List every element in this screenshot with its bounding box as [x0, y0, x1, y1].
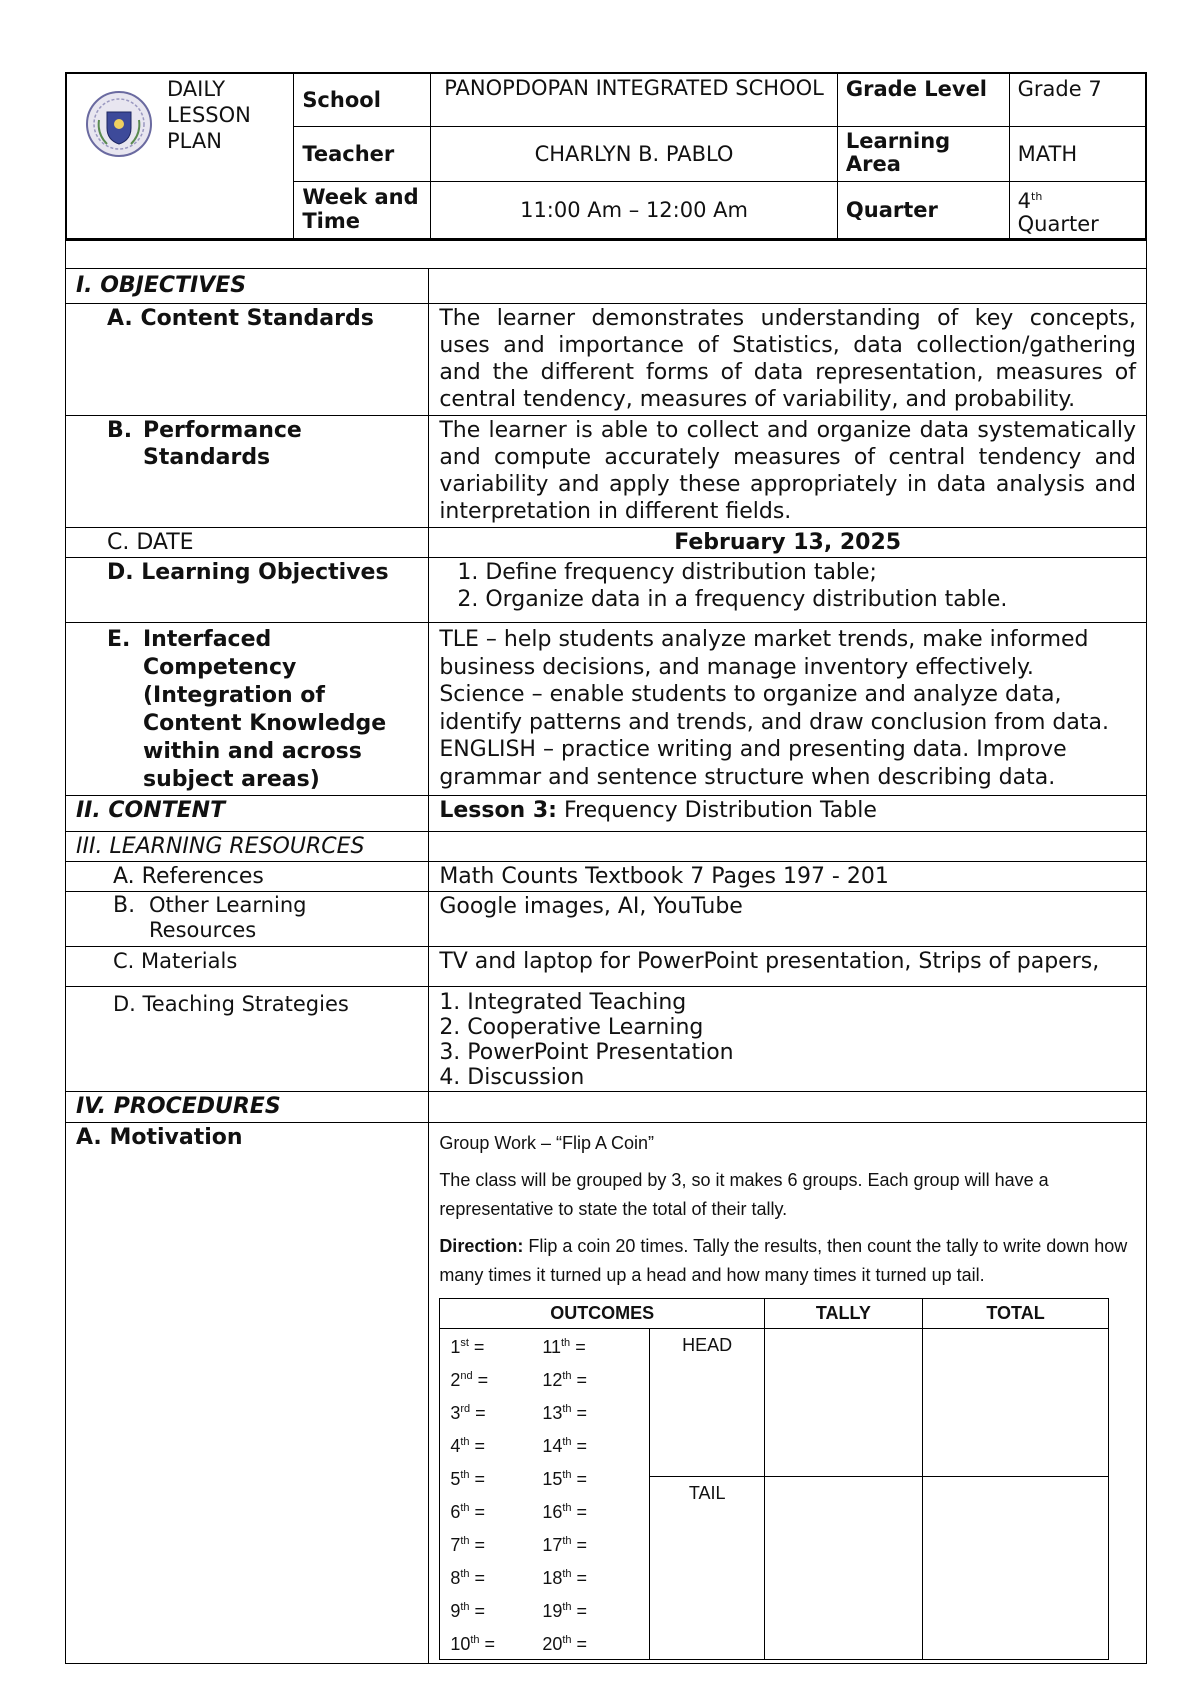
- doc-title-line: PLAN: [167, 129, 222, 153]
- other-resources-value: Google images, AI, YouTube: [429, 892, 1147, 947]
- ordinal-row: [450, 1626, 639, 1659]
- ordinal-left: 1st =: [450, 1337, 485, 1357]
- ordinal-row: [450, 1395, 639, 1428]
- ordinal-row: [450, 1593, 639, 1626]
- outcomes-table: [439, 1298, 1109, 1660]
- ordinal-right: 12th =: [542, 1370, 588, 1390]
- ordinal-row: [450, 1329, 639, 1362]
- doc-title-line: DAILY: [167, 77, 226, 101]
- head-label: HEAD: [650, 1329, 765, 1477]
- tail-tally-cell: [765, 1476, 923, 1659]
- ordinal-left: 3rd =: [450, 1403, 486, 1423]
- week-label: Week and Time: [294, 181, 431, 240]
- objectives-heading: I. OBJECTIVES: [66, 269, 429, 304]
- teacher-label: Teacher: [294, 126, 431, 181]
- performance-label-text: Performance Standards: [143, 418, 302, 470]
- tail-label: TAIL: [650, 1476, 765, 1659]
- ordinal-right: 19th =: [542, 1601, 588, 1621]
- head-tally-cell: [765, 1329, 923, 1477]
- interfaced-label-text: Interfaced Competency (Integration of Content Knowledge within and across subject areas): [143, 627, 387, 792]
- tail-total-cell: [922, 1476, 1109, 1659]
- materials-label: C. Materials: [66, 947, 429, 987]
- teacher-value: CHARLYN B. PABLO: [431, 126, 838, 181]
- ordinal-left: 2nd =: [450, 1370, 489, 1390]
- quarter-sup: th: [1031, 189, 1043, 203]
- content-standards-label: A. Content Standards: [66, 304, 429, 416]
- strategy-item: 3. PowerPoint Presentation: [439, 1040, 734, 1065]
- content-heading: II. CONTENT: [66, 796, 429, 832]
- ordinal-right: 20th =: [542, 1634, 588, 1654]
- school-label: School: [294, 73, 431, 126]
- ordinal-left: 9th =: [450, 1601, 486, 1621]
- deped-seal-icon: [85, 90, 153, 158]
- group-work-text: The class will be grouped by 3, so it makes 6 groups. Each group will have a representative to state the total of their tally.: [439, 1170, 1049, 1219]
- interfaced-line-tle: TLE – help students analyze market trends, make informed business decisions, and manage inventory effectively.: [439, 627, 1089, 680]
- ordinal-right: 15th =: [542, 1469, 588, 1489]
- tally-header: TALLY: [765, 1299, 923, 1329]
- ordinal-list: [440, 1329, 650, 1660]
- interfaced-competency-label: [66, 623, 429, 796]
- date-label: C. DATE: [66, 528, 429, 558]
- direction-text: [439, 1232, 1136, 1290]
- ordinal-row: [450, 1428, 639, 1461]
- doc-title: [167, 76, 285, 154]
- references-label: A. References: [66, 862, 429, 892]
- ordinal-left: 5th =: [450, 1469, 486, 1489]
- ordinal-left: 8th =: [450, 1568, 486, 1588]
- ordinal-left: 10th =: [450, 1634, 496, 1654]
- references-value: Math Counts Textbook 7 Pages 197 - 201: [429, 862, 1147, 892]
- spacer-row: [66, 239, 1147, 269]
- strategies-list: [429, 987, 1147, 1092]
- ordinal-right: 13th =: [542, 1403, 588, 1423]
- ordinal-row: [450, 1494, 639, 1527]
- direction-body: Flip a coin 20 times. Tally the results, then count the tally to write down how many times it turned up a head and how many times it turned up tail.: [439, 1236, 1128, 1285]
- header-table: [65, 72, 1147, 241]
- grade-value: Grade 7: [1009, 73, 1146, 126]
- learning-objectives-list: [429, 558, 1147, 623]
- doc-title-line: LESSON: [167, 103, 251, 127]
- ordinal-left: 4th =: [450, 1436, 486, 1456]
- procedures-heading: IV. PROCEDURES: [66, 1092, 429, 1123]
- ordinal-left: 6th =: [450, 1502, 486, 1522]
- strategy-item: 4. Discussion: [439, 1065, 585, 1090]
- outcomes-header: OUTCOMES: [440, 1299, 765, 1329]
- date-value: February 13, 2025: [429, 528, 1147, 558]
- resources-empty: [429, 832, 1147, 862]
- interfaced-line-science: Science – enable students to organize and analyze data, identify patterns and trends, and draw conclusion from data.: [439, 682, 1109, 735]
- grade-label: Grade Level: [837, 73, 1009, 126]
- ordinal-row: [450, 1362, 639, 1395]
- other-letter: B.: [113, 893, 136, 918]
- strategies-label: D. Teaching Strategies: [66, 987, 429, 1092]
- learning-objective-item: 2. Organize data in a frequency distribution table.: [485, 586, 1136, 613]
- interfaced-letter: E.: [107, 627, 131, 652]
- content-standards-text: The learner demonstrates understanding of key concepts, uses and importance of Statistics, data collection/gathering and the different forms of data representation, measures of central tendency, measures of variability, and probability.: [429, 304, 1147, 416]
- area-label: Learning Area: [837, 126, 1009, 181]
- other-label-text: Other Learning Resources: [149, 893, 307, 942]
- resources-heading: III. LEARNING RESOURCES: [66, 832, 429, 862]
- performance-standards-label: [66, 416, 429, 528]
- performance-letter: B.: [107, 418, 133, 443]
- week-value: 11:00 Am – 12:00 Am: [431, 181, 838, 240]
- area-value: MATH: [1009, 126, 1146, 181]
- ordinal-row: [450, 1461, 639, 1494]
- motivation-label: A. Motivation: [66, 1123, 429, 1664]
- head-total-cell: [922, 1329, 1109, 1477]
- quarter-word: Quarter: [1017, 211, 1099, 236]
- learning-objectives-label: D. Learning Objectives: [66, 558, 429, 623]
- direction-label: Direction:: [439, 1236, 524, 1256]
- lesson-table: [65, 238, 1147, 1664]
- strategy-item: 1. Integrated Teaching: [439, 990, 687, 1015]
- learning-objective-item: 1. Define frequency distribution table;: [485, 559, 1136, 586]
- group-work-title: Group Work – “Flip A Coin”: [439, 1133, 655, 1153]
- performance-standards-text: The learner is able to collect and organize data systematically and compute accurately measures of central tendency and variability and apply these appropriately in data analysis and interpretation in different fields.: [429, 416, 1147, 528]
- strategy-item: 2. Cooperative Learning: [439, 1015, 704, 1040]
- procedures-empty: [429, 1092, 1147, 1123]
- total-header: TOTAL: [922, 1299, 1109, 1329]
- ordinal-right: 17th =: [542, 1535, 588, 1555]
- objectives-empty: [429, 269, 1147, 304]
- ordinal-right: 14th =: [542, 1436, 588, 1456]
- ordinal-row: [450, 1527, 639, 1560]
- lesson-label: Lesson 3:: [439, 798, 557, 823]
- title-cell: [66, 73, 294, 240]
- interfaced-line-english: ENGLISH – practice writing and presenting data. Improve grammar and sentence structure when describing data.: [439, 737, 1067, 790]
- materials-value: TV and laptop for PowerPoint presentation, Strips of papers,: [429, 947, 1147, 987]
- lesson-cell: [429, 796, 1147, 832]
- ordinal-row: [450, 1560, 639, 1593]
- motivation-content: [429, 1123, 1147, 1664]
- ordinal-right: 11th =: [542, 1337, 586, 1357]
- school-value: PANOPDOPAN INTEGRATED SCHOOL: [431, 73, 838, 126]
- interfaced-competency-text: [429, 623, 1147, 796]
- lesson-title: Frequency Distribution Table: [563, 798, 877, 823]
- quarter-value: [1009, 181, 1146, 240]
- ordinal-left: 7th =: [450, 1535, 486, 1555]
- ordinal-right: 18th =: [542, 1568, 588, 1588]
- quarter-num: 4: [1017, 188, 1032, 213]
- other-resources-label: [66, 892, 429, 947]
- quarter-label: Quarter: [837, 181, 1009, 240]
- ordinal-right: 16th =: [542, 1502, 588, 1522]
